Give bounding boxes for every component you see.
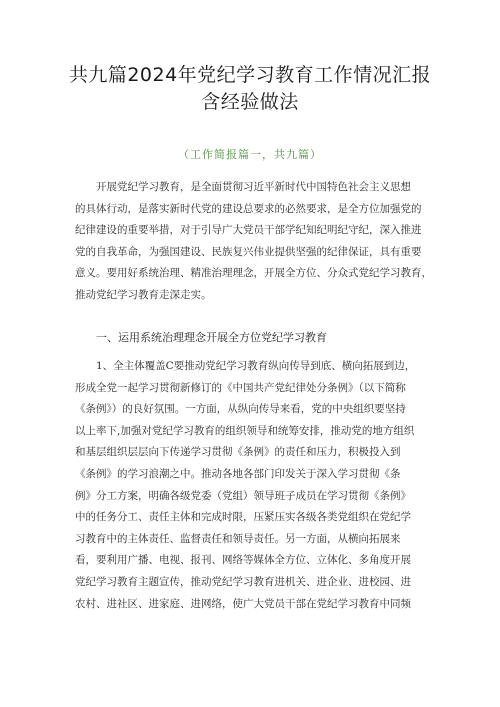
intro-line: 的具体行动，是落实新时代党的建设总要求的必然要求，是全方位加强党的 [75,202,422,215]
body-line: 和基层组织层层向下传递学习贯彻《条例》的责任和压力，积极投入到 [75,446,401,459]
document-title-line-2: 含经验做法 [201,91,299,113]
intro-paragraph [75,177,435,307]
intro-line: 意义。要用好系统治理、精准治理理念，开展全方位、分众式党纪学习教育， [75,267,432,280]
body-line: 1、全主体覆盖C要推动党纪学习教育纵向传导到底、横向拓展到边， [96,360,416,372]
intro-line: 纪律建设的重要举措，对于引导广大党员干部学纪知纪明纪守纪，深入推进 [75,224,422,237]
body-line: 《条例》）的良好氛围。一方面，从纵向传导来看，党的中央组织要坚持 [75,403,406,416]
intro-line: 党的自我革命，为强国建设、民族复兴伟业提供坚强的纪律保证，具有重要 [75,245,422,258]
document-title-line-1: 共九篇2024年党纪学习教育工作情况汇报 [68,64,432,86]
body-line: 形成全党一起学习贯彻新修订的《中国共产党纪律处分条例》（以下简称 [75,381,406,394]
body-line: 中的任务分工、责任主体和完成时限，压紧压实各级各类党组织在党纪学 [75,511,411,524]
body-line: 《条例》的学习浪潮之中。推动各地各部门印发关于深入学习贯彻《条 [75,467,401,480]
intro-line: 推动党纪学习教育走深走实。 [75,288,212,301]
body-line: 党纪学习教育主题宣传，推动党纪学习教育进机关、进企业、进校园、进 [75,575,411,588]
body-paragraph [75,356,435,615]
document-subtitle: （工作简报篇一，共九篇） [178,148,322,161]
body-line: 习教育中的主体责任、监督责任和领导责任。另一方面，从横向拓展来 [75,532,401,545]
body-line: 看，要利用广播、电视、报刊、网络等媒体全方位、立体化、多角度开展 [75,554,411,567]
intro-line: 开展党纪学习教育，是全面贯彻习近平新时代中国特色社会主义思想 [96,181,411,193]
body-line: 以上率下,加强对党纪学习教育的组织领导和统筹安排，推动党的地方组织 [75,424,415,437]
section-heading: 一、运用系统治理理念开展全方位党纪学习教育 [96,331,327,344]
body-line: 农村、进社区、进家庭、进网络，使广大党员干部在党纪学习教育中同频 [75,597,411,610]
body-line: 例》分工方案，明确各级党委（党组）领导班子成员在学习贯彻《条例》 [75,489,411,502]
